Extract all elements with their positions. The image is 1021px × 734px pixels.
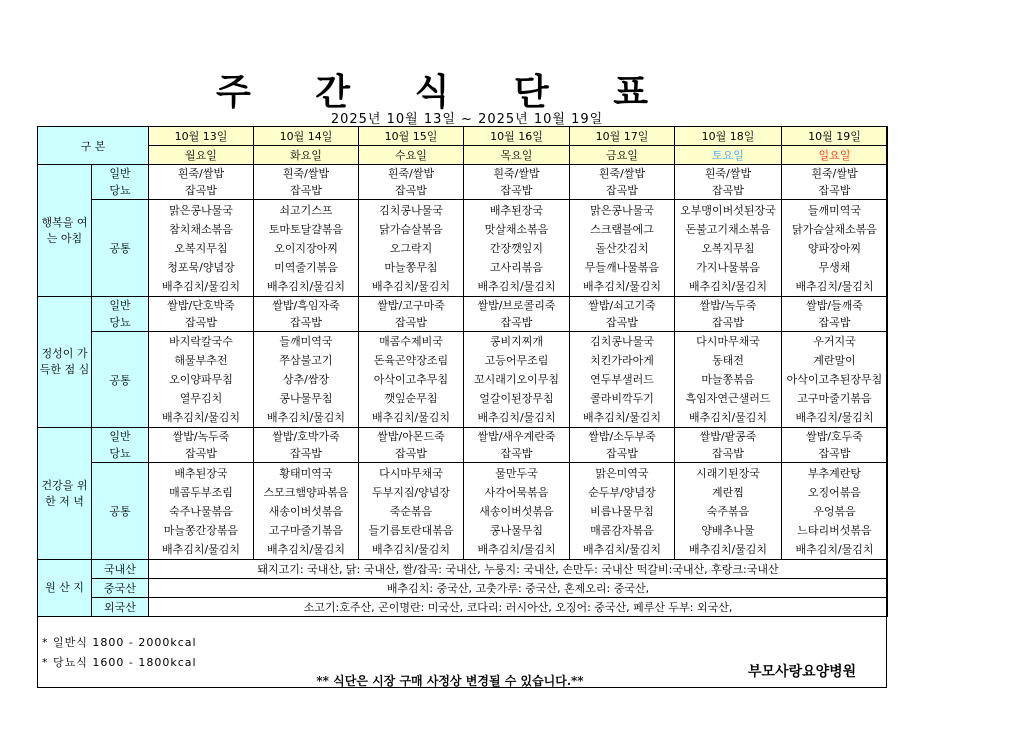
menu-item: 다시마무채국 xyxy=(379,466,443,480)
diabetic-item: 잡곡밥 xyxy=(606,184,638,197)
menu-item: 쇠고기스프 xyxy=(279,203,333,217)
menu-item: 배추김치/물김치 xyxy=(161,279,241,293)
diabetic-label: 당뇨 xyxy=(109,316,131,329)
menu-item: 오이양파무침 xyxy=(169,373,233,386)
menu-item: 배추김치/물김치 xyxy=(266,542,346,556)
menu-item: 맑은콩나물국 xyxy=(169,203,233,217)
common-label: 공통 xyxy=(92,332,149,428)
gubun-header: 구 본 xyxy=(38,127,149,165)
regular-item: 흰죽/쌀밥 xyxy=(704,167,752,180)
menu-item: 고등어무조림 xyxy=(484,354,549,367)
menu-item: 간장깻잎지 xyxy=(489,241,544,255)
menu-item: 배추김치/물김치 xyxy=(688,542,768,556)
menu-item: 양배추나물 xyxy=(701,523,755,537)
day-header: 화요일 xyxy=(254,146,359,165)
diabetic-item: 잡곡밥 xyxy=(818,316,851,329)
menu-item: 김치콩나물국 xyxy=(379,203,443,217)
date-header: 10월 19일 xyxy=(782,127,888,146)
menu-item: 고구마줄기볶음 xyxy=(797,392,872,405)
regular-item: 흰죽/쌀밥 xyxy=(811,167,858,180)
regular-item: 흰죽/쌀밥 xyxy=(387,167,435,180)
menu-item: 배추김치/물김치 xyxy=(582,411,662,424)
menu-item: 오복지무침 xyxy=(701,241,755,255)
meal-section-label: 건강을 위한 저 녁 xyxy=(38,428,92,560)
menu-item: 배추김치/물김치 xyxy=(266,279,346,293)
menu-item: 오부맹이버섯된장국 xyxy=(680,203,776,217)
day-header: 금요일 xyxy=(570,146,675,165)
menu-item: 무생채 xyxy=(818,260,851,274)
menu-item: 김치콩나물국 xyxy=(590,335,654,348)
menu-item: 양파장아찌 xyxy=(807,241,862,255)
regular-item: 쌀밥/호두죽 xyxy=(806,430,863,443)
diabetic-item: 잡곡밥 xyxy=(395,184,427,197)
meal-section-label: 행복을 여는 아침 xyxy=(38,165,92,297)
diabetic-item: 잡곡밥 xyxy=(712,184,744,197)
date-header: 10월 17일 xyxy=(570,127,675,146)
menu-item: 동태전 xyxy=(712,354,744,367)
diabetic-item: 잡곡밥 xyxy=(606,316,638,329)
menu-item: 콜라비깍두기 xyxy=(590,392,654,405)
menu-item: 아삭이고추된장무침 xyxy=(786,373,883,386)
regular-item: 쌀밥/녹두죽 xyxy=(172,430,230,443)
menu-item: 배추김치/물김치 xyxy=(477,542,556,556)
menu-item: 배추김치/물김치 xyxy=(477,279,556,293)
diabetic-item: 잡곡밥 xyxy=(500,447,533,460)
menu-item: 느타리버섯볶음 xyxy=(797,523,872,537)
menu-item: 꼬시래기오이무침 xyxy=(473,373,559,386)
regular-item: 쌀밥/쇠고기죽 xyxy=(588,299,656,312)
diabetic-item: 잡곡밥 xyxy=(290,316,322,329)
date-header: 10월 15일 xyxy=(359,127,464,146)
origin-type: 국내산 xyxy=(92,560,149,579)
menu-item: 스모크햄양파볶음 xyxy=(263,485,349,499)
menu-item: 새송이버섯볶음 xyxy=(268,504,344,518)
menu-item: 물만두국 xyxy=(495,466,538,480)
menu-item: 배추김치/물김치 xyxy=(795,542,874,556)
menu-item: 바지락칼국수 xyxy=(169,335,233,348)
menu-item: 배추된장국 xyxy=(489,203,544,217)
menu-item: 고구마줄기볶음 xyxy=(268,523,344,537)
diabetic-item: 잡곡밥 xyxy=(500,184,533,197)
regular-item: 쌀밥/팥콩죽 xyxy=(699,430,757,443)
menu-item: 숙주나물볶음 xyxy=(169,504,233,518)
menu-item: 얼갈이된장무침 xyxy=(479,392,554,405)
menu-item: 아삭이고추무침 xyxy=(373,373,449,386)
menu-item: 고사리볶음 xyxy=(489,260,544,274)
regular-item: 흰죽/쌀밥 xyxy=(598,167,646,180)
origin-value: 소고기:호주산, 곤이명란: 미국산, 코다리: 러시아산, 오징어: 중국산, 페루산 두부: 외국산, xyxy=(149,598,888,617)
diabetic-item: 잡곡밥 xyxy=(185,316,217,329)
menu-item: 돈육곤약장조림 xyxy=(373,354,449,367)
diabetic-item: 잡곡밥 xyxy=(290,447,322,460)
menu-item: 돌산갓김치 xyxy=(595,241,649,255)
menu-item: 배추김치/물김치 xyxy=(371,411,451,424)
diabetic-label: 당뇨 xyxy=(109,447,131,460)
menu-item: 배추김치/물김치 xyxy=(795,411,874,424)
menu-item: 오그락지 xyxy=(389,241,433,255)
origin-value: 돼지고기: 국내산, 닭: 국내산, 쌀/잡곡: 국내산, 누룽지: 국내산, 손만두: 국내산 떡갈비:국내산, 후랑크:국내산 xyxy=(149,560,888,579)
menu-item: 황태미역국 xyxy=(279,466,333,480)
menu-item: 콩나물무침 xyxy=(279,392,333,405)
menu-item: 콩비지찌개 xyxy=(489,335,544,348)
date-header: 10월 18일 xyxy=(675,127,782,146)
diabetic-item: 잡곡밥 xyxy=(712,447,744,460)
menu-item: 배추김치/물김치 xyxy=(371,279,451,293)
menu-item: 들기름토란대볶음 xyxy=(368,523,454,537)
note-diabetic: * 당뇨식 1600 - 1800kcal xyxy=(42,656,197,669)
menu-item: 시래기된장국 xyxy=(696,466,760,480)
menu-item: 마늘쫑무침 xyxy=(384,260,438,274)
menu-item: 죽순볶음 xyxy=(389,504,433,518)
regular-item: 쌀밥/아몬드죽 xyxy=(377,430,445,443)
menu-item: 참치채소볶음 xyxy=(169,222,233,236)
date-header: 10월 16일 xyxy=(464,127,570,146)
origin-type: 중국산 xyxy=(92,579,149,598)
menu-item: 두부지짐/양념장 xyxy=(371,485,451,499)
date-header: 10월 14일 xyxy=(254,127,359,146)
menu-item: 들깨미역국 xyxy=(807,203,862,217)
diabetic-item: 잡곡밥 xyxy=(395,447,427,460)
menu-item: 닭가슴살채소볶음 xyxy=(791,222,877,236)
regular-item: 쌀밥/들깨죽 xyxy=(806,299,863,312)
regular-item: 흰죽/쌀밥 xyxy=(493,167,540,180)
regular-item: 흰죽/쌀밥 xyxy=(177,167,225,180)
menu-item: 상추/쌈장 xyxy=(282,373,330,386)
menu-item: 배추김치/물김치 xyxy=(795,279,874,293)
menu-item: 스크램블에그 xyxy=(590,222,654,236)
menu-item: 가지나물볶음 xyxy=(696,260,760,274)
menu-item: 배추김치/물김치 xyxy=(266,411,346,424)
menu-item: 배추김치/물김치 xyxy=(161,411,241,424)
note-regular: * 일반식 1800 - 2000kcal xyxy=(42,636,197,649)
diabetic-item: 잡곡밥 xyxy=(500,316,533,329)
menu-item: 계란찜 xyxy=(712,485,744,499)
menu-item: 부추계란탕 xyxy=(807,466,862,480)
regular-item: 쌀밥/소두부죽 xyxy=(588,430,656,443)
menu-item: 흑임자연근샐러드 xyxy=(685,392,771,405)
menu-item: 토마토달걀볶음 xyxy=(268,222,344,236)
menu-item: 연두부샐러드 xyxy=(590,373,654,386)
menu-item: 깻잎순무침 xyxy=(384,392,438,405)
menu-item: 숙주볶음 xyxy=(706,504,750,518)
date-header: 10월 13일 xyxy=(149,127,254,146)
menu-item: 오징어볶음 xyxy=(807,485,862,499)
regular-item: 쌀밥/녹두죽 xyxy=(699,299,757,312)
menu-item: 치킨가라아게 xyxy=(590,354,654,367)
menu-item: 콩나물무침 xyxy=(489,523,544,537)
menu-item: 사각어묵볶음 xyxy=(484,485,549,499)
diabetic-item: 잡곡밥 xyxy=(185,184,217,197)
regular-item: 흰죽/쌀밥 xyxy=(282,167,330,180)
day-header: 목요일 xyxy=(464,146,570,165)
regular-item: 쌀밥/흑임자죽 xyxy=(272,299,340,312)
menu-item: 맛살채소볶음 xyxy=(484,222,549,236)
day-header: 일요일 xyxy=(782,146,888,165)
regular-item: 쌀밥/단호박죽 xyxy=(167,299,235,312)
menu-item: 오복지무침 xyxy=(174,241,228,255)
menu-item: 다시마무채국 xyxy=(696,335,760,348)
regular-label: 일반 xyxy=(109,430,131,443)
menu-item: 매콤두부조림 xyxy=(169,485,233,499)
common-label: 공통 xyxy=(92,200,149,297)
day-header: 월요일 xyxy=(149,146,254,165)
origin-value: 배추김치: 중국산, 고춧가루: 중국산, 혼제오리: 중국산, xyxy=(149,579,888,598)
menu-item: 해물부추전 xyxy=(174,354,228,367)
menu-item: 비름나물무침 xyxy=(590,504,654,518)
menu-item: 매콤감자볶음 xyxy=(590,523,654,537)
regular-item: 쌀밥/고구마죽 xyxy=(377,299,445,312)
diabetic-item: 잡곡밥 xyxy=(395,316,427,329)
day-header: 토요일 xyxy=(675,146,782,165)
menu-item: 배추김치/물김치 xyxy=(161,542,241,556)
menu-item: 닭가슴살볶음 xyxy=(379,222,443,236)
menu-item: 맑은콩나물국 xyxy=(590,203,654,217)
menu-item: 무들깨나물볶음 xyxy=(584,260,660,274)
regular-item: 쌀밥/새우계란죽 xyxy=(477,430,556,443)
hospital-name: 부모사랑요양병원 xyxy=(748,664,857,680)
menu-item: 열무김치 xyxy=(179,392,223,405)
origin-type: 외국산 xyxy=(92,598,149,617)
regular-label: 일반 xyxy=(109,167,131,180)
diabetic-item: 잡곡밥 xyxy=(818,184,851,197)
menu-item: 배추김치/물김치 xyxy=(477,411,556,424)
diabetic-item: 잡곡밥 xyxy=(712,316,744,329)
menu-item: 배추된장국 xyxy=(174,466,228,480)
page-frame xyxy=(37,126,887,688)
menu-item: 돈불고기채소볶음 xyxy=(685,222,771,236)
menu-item: 마늘쫑간장볶음 xyxy=(163,523,239,537)
day-header: 수요일 xyxy=(359,146,464,165)
menu-item: 배추김치/물김치 xyxy=(582,542,662,556)
menu-item: 들깨미역국 xyxy=(279,335,333,348)
menu-item: 오이지장아찌 xyxy=(274,241,338,255)
menu-item: 맑은미역국 xyxy=(595,466,649,480)
menu-item: 쭈삼불고기 xyxy=(279,354,333,367)
menu-item: 청포묵/양념장 xyxy=(167,260,235,274)
diabetic-item: 잡곡밥 xyxy=(185,447,217,460)
menu-item: 미역줄기볶음 xyxy=(274,260,338,274)
menu-item: 새송이버섯볶음 xyxy=(479,504,554,518)
date-range: 2025년 10월 13일 ~ 2025년 10월 19일 xyxy=(330,112,604,127)
regular-label: 일반 xyxy=(109,299,131,312)
common-label: 공통 xyxy=(92,463,149,560)
diabetic-item: 잡곡밥 xyxy=(606,447,638,460)
menu-item: 우엉볶음 xyxy=(813,504,856,518)
menu-item: 우거지국 xyxy=(813,335,856,348)
menu-item: 배추김치/물김치 xyxy=(688,279,768,293)
menu-item: 배추김치/물김치 xyxy=(371,542,451,556)
regular-item: 쌀밥/호박가죽 xyxy=(272,430,340,443)
menu-item: 배추김치/물김치 xyxy=(582,279,662,293)
page-title: 주 간 식 단 표 xyxy=(215,72,674,113)
footer-note: ** 식단은 시장 구매 사정상 변경될 수 있습니다.** xyxy=(316,674,584,688)
menu-item: 순두부/양념장 xyxy=(588,485,656,499)
diabetic-item: 잡곡밥 xyxy=(818,447,851,460)
origin-label: 원 산 지 xyxy=(38,560,92,617)
menu-item: 마늘쫑볶음 xyxy=(701,373,755,386)
regular-item: 쌀밥/브로콜리죽 xyxy=(477,299,556,312)
diabetic-label: 당뇨 xyxy=(109,184,131,197)
menu-item: 계란말이 xyxy=(813,354,856,367)
menu-item: 배추김치/물김치 xyxy=(688,411,768,424)
meal-section-label: 정성이 가득한 점 심 xyxy=(38,297,92,428)
menu-item: 매콤수제비국 xyxy=(379,335,443,348)
diabetic-item: 잡곡밥 xyxy=(290,184,322,197)
